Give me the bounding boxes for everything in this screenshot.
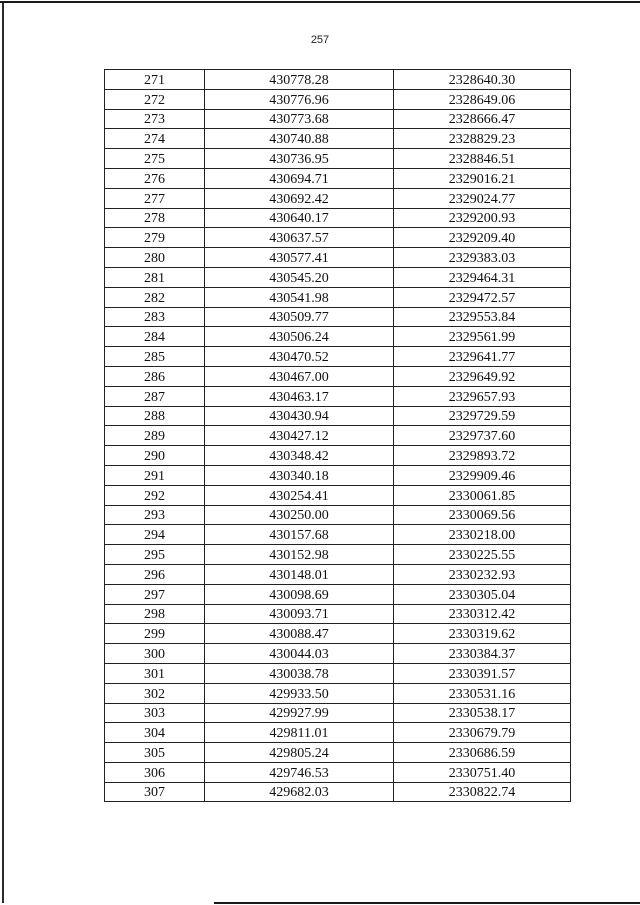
coordinates-table <box>104 69 571 802</box>
point-number-cell: 298 <box>105 604 205 624</box>
x-coordinate-cell: 430509.77 <box>205 307 394 327</box>
point-number-cell: 274 <box>105 129 205 149</box>
point-number-cell: 305 <box>105 743 205 763</box>
point-number-cell: 287 <box>105 386 205 406</box>
table-row <box>105 168 571 188</box>
point-number-cell: 300 <box>105 644 205 664</box>
y-coordinate-cell: 2330686.59 <box>394 743 571 763</box>
point-number-cell: 280 <box>105 248 205 268</box>
x-coordinate-cell: 430577.41 <box>205 248 394 268</box>
page-number: 257 <box>310 34 330 46</box>
x-coordinate-cell: 430250.00 <box>205 505 394 525</box>
table-row <box>105 723 571 743</box>
y-coordinate-cell: 2329737.60 <box>394 426 571 446</box>
x-coordinate-cell: 430740.88 <box>205 129 394 149</box>
table-row <box>105 426 571 446</box>
table-row <box>105 307 571 327</box>
table-row <box>105 386 571 406</box>
table-row <box>105 703 571 723</box>
y-coordinate-cell: 2329909.46 <box>394 465 571 485</box>
coordinates-table-body <box>105 70 571 802</box>
x-coordinate-cell: 429811.01 <box>205 723 394 743</box>
point-number-cell: 301 <box>105 663 205 683</box>
y-coordinate-cell: 2330751.40 <box>394 762 571 782</box>
x-coordinate-cell: 430098.69 <box>205 584 394 604</box>
point-number-cell: 276 <box>105 168 205 188</box>
y-coordinate-cell: 2330061.85 <box>394 485 571 505</box>
y-coordinate-cell: 2329016.21 <box>394 168 571 188</box>
table-row <box>105 644 571 664</box>
y-coordinate-cell: 2329209.40 <box>394 228 571 248</box>
y-coordinate-cell: 2330225.55 <box>394 545 571 565</box>
x-coordinate-cell: 430254.41 <box>205 485 394 505</box>
x-coordinate-cell: 430541.98 <box>205 287 394 307</box>
table-row <box>105 446 571 466</box>
x-coordinate-cell: 430637.57 <box>205 228 394 248</box>
point-number-cell: 293 <box>105 505 205 525</box>
y-coordinate-cell: 2330305.04 <box>394 584 571 604</box>
table-row <box>105 149 571 169</box>
point-number-cell: 296 <box>105 564 205 584</box>
y-coordinate-cell: 2329472.57 <box>394 287 571 307</box>
x-coordinate-cell: 430157.68 <box>205 525 394 545</box>
y-coordinate-cell: 2330822.74 <box>394 782 571 802</box>
table-row <box>105 762 571 782</box>
y-coordinate-cell: 2328640.30 <box>394 70 571 90</box>
x-coordinate-cell: 430152.98 <box>205 545 394 565</box>
y-coordinate-cell: 2329200.93 <box>394 208 571 228</box>
y-coordinate-cell: 2329641.77 <box>394 347 571 367</box>
table-row <box>105 545 571 565</box>
point-number-cell: 282 <box>105 287 205 307</box>
x-coordinate-cell: 429933.50 <box>205 683 394 703</box>
y-coordinate-cell: 2328649.06 <box>394 89 571 109</box>
point-number-cell: 273 <box>105 109 205 129</box>
table-row <box>105 208 571 228</box>
table-row <box>105 228 571 248</box>
y-coordinate-cell: 2330232.93 <box>394 564 571 584</box>
table-row <box>105 406 571 426</box>
y-coordinate-cell: 2330384.37 <box>394 644 571 664</box>
scan-border-bottom <box>214 902 640 904</box>
point-number-cell: 279 <box>105 228 205 248</box>
x-coordinate-cell: 430093.71 <box>205 604 394 624</box>
point-number-cell: 291 <box>105 465 205 485</box>
x-coordinate-cell: 430044.03 <box>205 644 394 664</box>
point-number-cell: 306 <box>105 762 205 782</box>
point-number-cell: 302 <box>105 683 205 703</box>
y-coordinate-cell: 2328666.47 <box>394 109 571 129</box>
x-coordinate-cell: 430088.47 <box>205 624 394 644</box>
table-row <box>105 109 571 129</box>
point-number-cell: 285 <box>105 347 205 367</box>
x-coordinate-cell: 430694.71 <box>205 168 394 188</box>
point-number-cell: 284 <box>105 327 205 347</box>
point-number-cell: 286 <box>105 366 205 386</box>
y-coordinate-cell: 2329729.59 <box>394 406 571 426</box>
table-row <box>105 70 571 90</box>
x-coordinate-cell: 430463.17 <box>205 386 394 406</box>
x-coordinate-cell: 429682.03 <box>205 782 394 802</box>
x-coordinate-cell: 429927.99 <box>205 703 394 723</box>
x-coordinate-cell: 430470.52 <box>205 347 394 367</box>
x-coordinate-cell: 430778.28 <box>205 70 394 90</box>
x-coordinate-cell: 430506.24 <box>205 327 394 347</box>
point-number-cell: 299 <box>105 624 205 644</box>
table-row <box>105 89 571 109</box>
x-coordinate-cell: 430736.95 <box>205 149 394 169</box>
y-coordinate-cell: 2330391.57 <box>394 663 571 683</box>
x-coordinate-cell: 429746.53 <box>205 762 394 782</box>
table-row <box>105 366 571 386</box>
x-coordinate-cell: 430038.78 <box>205 663 394 683</box>
point-number-cell: 288 <box>105 406 205 426</box>
table-row <box>105 248 571 268</box>
y-coordinate-cell: 2330069.56 <box>394 505 571 525</box>
table-row <box>105 683 571 703</box>
point-number-cell: 278 <box>105 208 205 228</box>
y-coordinate-cell: 2329024.77 <box>394 188 571 208</box>
x-coordinate-cell: 430427.12 <box>205 426 394 446</box>
x-coordinate-cell: 430776.96 <box>205 89 394 109</box>
x-coordinate-cell: 430773.68 <box>205 109 394 129</box>
scan-border-top <box>0 1 640 3</box>
table-row <box>105 129 571 149</box>
table-row <box>105 584 571 604</box>
table-row <box>105 485 571 505</box>
y-coordinate-cell: 2330679.79 <box>394 723 571 743</box>
table-row <box>105 782 571 802</box>
table-row <box>105 564 571 584</box>
table-row <box>105 287 571 307</box>
point-number-cell: 272 <box>105 89 205 109</box>
y-coordinate-cell: 2328829.23 <box>394 129 571 149</box>
y-coordinate-cell: 2329561.99 <box>394 327 571 347</box>
y-coordinate-cell: 2329553.84 <box>394 307 571 327</box>
point-number-cell: 307 <box>105 782 205 802</box>
x-coordinate-cell: 430340.18 <box>205 465 394 485</box>
table-row <box>105 188 571 208</box>
point-number-cell: 289 <box>105 426 205 446</box>
y-coordinate-cell: 2330531.16 <box>394 683 571 703</box>
y-coordinate-cell: 2330319.62 <box>394 624 571 644</box>
x-coordinate-cell: 430148.01 <box>205 564 394 584</box>
table-row <box>105 525 571 545</box>
point-number-cell: 290 <box>105 446 205 466</box>
point-number-cell: 283 <box>105 307 205 327</box>
x-coordinate-cell: 430467.00 <box>205 366 394 386</box>
y-coordinate-cell: 2329657.93 <box>394 386 571 406</box>
point-number-cell: 295 <box>105 545 205 565</box>
table-row <box>105 743 571 763</box>
y-coordinate-cell: 2329464.31 <box>394 267 571 287</box>
y-coordinate-cell: 2329649.92 <box>394 366 571 386</box>
y-coordinate-cell: 2328846.51 <box>394 149 571 169</box>
point-number-cell: 297 <box>105 584 205 604</box>
y-coordinate-cell: 2329893.72 <box>394 446 571 466</box>
table-row <box>105 347 571 367</box>
scan-border-left <box>2 3 4 903</box>
table-row <box>105 505 571 525</box>
point-number-cell: 277 <box>105 188 205 208</box>
table-row <box>105 663 571 683</box>
table-row <box>105 327 571 347</box>
point-number-cell: 292 <box>105 485 205 505</box>
x-coordinate-cell: 430545.20 <box>205 267 394 287</box>
point-number-cell: 303 <box>105 703 205 723</box>
x-coordinate-cell: 429805.24 <box>205 743 394 763</box>
point-number-cell: 275 <box>105 149 205 169</box>
y-coordinate-cell: 2330218.00 <box>394 525 571 545</box>
y-coordinate-cell: 2330538.17 <box>394 703 571 723</box>
table-row <box>105 267 571 287</box>
table-row <box>105 624 571 644</box>
point-number-cell: 294 <box>105 525 205 545</box>
point-number-cell: 304 <box>105 723 205 743</box>
table-row <box>105 465 571 485</box>
x-coordinate-cell: 430640.17 <box>205 208 394 228</box>
x-coordinate-cell: 430430.94 <box>205 406 394 426</box>
table-row <box>105 604 571 624</box>
point-number-cell: 271 <box>105 70 205 90</box>
x-coordinate-cell: 430348.42 <box>205 446 394 466</box>
y-coordinate-cell: 2330312.42 <box>394 604 571 624</box>
x-coordinate-cell: 430692.42 <box>205 188 394 208</box>
point-number-cell: 281 <box>105 267 205 287</box>
y-coordinate-cell: 2329383.03 <box>394 248 571 268</box>
